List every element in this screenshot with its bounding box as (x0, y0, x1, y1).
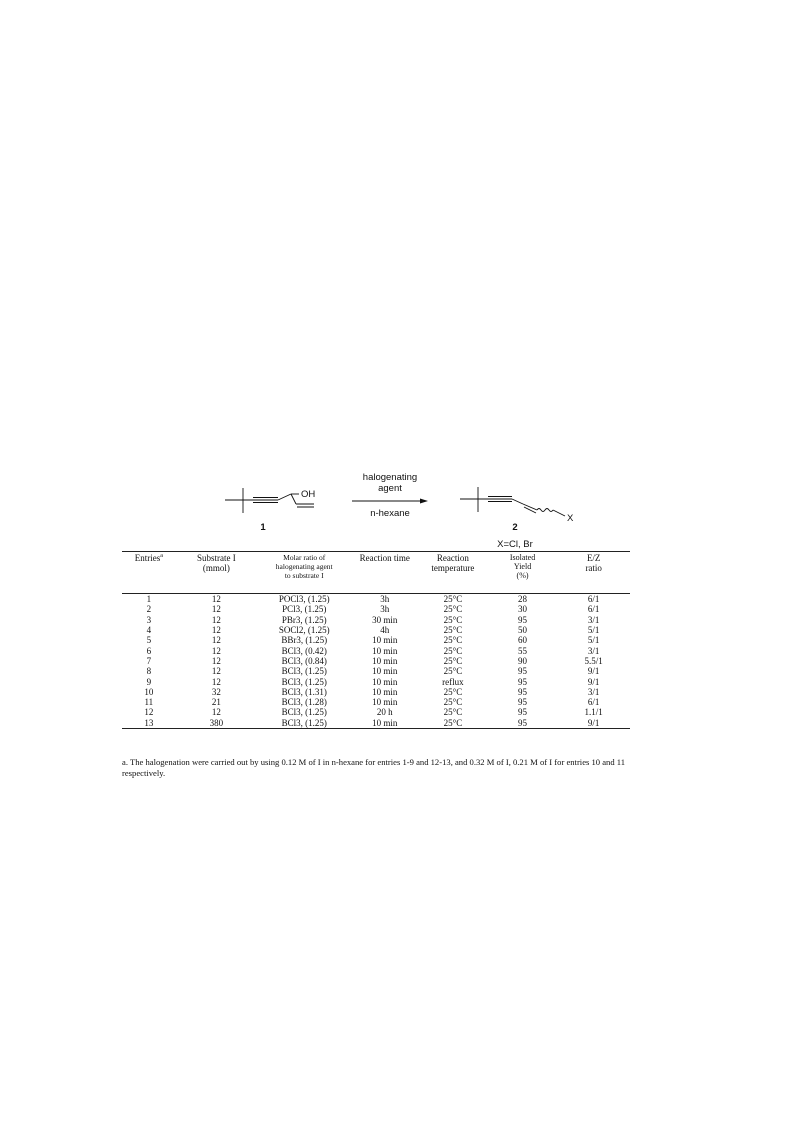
cell-yield: 95 (518, 697, 528, 708)
product-x-label: X (567, 513, 574, 524)
cell-temperature: 25°C (443, 707, 463, 718)
cell-temperature: 25°C (443, 655, 463, 666)
cell-substrate: 12 (211, 604, 221, 615)
cell-temperature: 25°C (443, 697, 463, 708)
cell-time: 10 min (372, 666, 398, 677)
cell-ez: 5/1 (587, 635, 600, 646)
cell-entry: 4 (146, 625, 152, 636)
product-bond-to-alkene (512, 499, 523, 504)
cell-substrate: 12 (211, 676, 221, 687)
table-row (122, 718, 630, 729)
product-note: X=Cl, Br (497, 539, 533, 550)
header-row (122, 552, 630, 594)
cell-agent: BCl3, (1.25) (281, 707, 327, 718)
table-row (122, 666, 630, 676)
cell-entry: 2 (146, 604, 152, 615)
cell-time: 10 min (372, 645, 398, 656)
header-molar-ratio: Molar ratio of halogenating agent to substrate I (257, 552, 351, 594)
cell-agent: BCl3, (0.84) (281, 655, 327, 666)
cell-ez: 1.1/1 (584, 707, 603, 718)
cell-temperature: 25°C (443, 635, 463, 646)
table-row (122, 687, 630, 697)
results-table (122, 551, 630, 729)
cell-time: 30 min (372, 614, 398, 625)
reaction-scheme (215, 470, 595, 552)
cell-substrate: 12 (211, 614, 221, 625)
cell-substrate: 21 (211, 697, 221, 708)
cell-yield: 50 (518, 625, 528, 636)
cell-temperature: 25°C (443, 614, 463, 625)
table-row (122, 656, 630, 666)
header-isolated-yield: Isolated Yield (%) (488, 552, 558, 594)
cell-agent: SOCl2, (1.25) (278, 625, 330, 636)
solvent-label: n-hexane (370, 508, 410, 519)
reagent-label-line2: agent (378, 483, 402, 494)
product-wavy-bond (537, 509, 553, 512)
cell-yield: 60 (518, 635, 528, 646)
cell-time: 10 min (372, 697, 398, 708)
reactant-oh-label: OH (301, 489, 316, 500)
cell-entry: 11 (144, 697, 154, 708)
cell-temperature: 25°C (418, 718, 488, 729)
table-row (122, 645, 630, 655)
table-row (122, 635, 630, 645)
cell-substrate: 32 (211, 686, 221, 697)
product-bond-to-x (553, 510, 565, 516)
cell-substrate: 12 (211, 666, 221, 677)
header-ez-ratio: E/Z ratio (557, 552, 630, 594)
table-row (122, 676, 630, 686)
cell-entry: 9 (146, 676, 152, 687)
cell-ez: 9/1 (587, 666, 600, 677)
cell-ez: 6/1 (587, 594, 600, 605)
cell-time: 10 min (351, 718, 418, 729)
cell-time: 4h (380, 625, 390, 636)
cell-temperature: 25°C (443, 686, 463, 697)
header-substrate: Substrate I (mmol) (176, 552, 257, 594)
table-footnote: a. The halogenation were carried out by using 0.12 M of I in n-hexane for entries 1-9 and 12-13, and 0.32 M of I, 0.21 M of I for entries 10 and 11 respectively. (122, 757, 626, 778)
cell-time: 3h (380, 594, 390, 605)
cell-time: 10 min (372, 655, 398, 666)
cell-temperature: 25°C (443, 594, 463, 605)
cell-temperature: reflux (442, 676, 464, 687)
cell-time: 10 min (372, 635, 398, 646)
cell-agent: BCl3, (1.31) (281, 686, 327, 697)
cell-agent: PBr3, (1.25) (281, 614, 327, 625)
cell-agent: BBr3, (1.25) (281, 635, 328, 646)
reagent-label-line1: halogenating (362, 472, 418, 483)
cell-agent: BCl3, (1.28) (281, 697, 327, 708)
cell-yield: 95 (518, 666, 528, 677)
cell-substrate: 12 (211, 655, 221, 666)
cell-yield: 55 (518, 645, 528, 656)
cell-ez: 3/1 (587, 614, 600, 625)
cell-ez: 5/1 (587, 625, 600, 636)
cell-time: 10 min (372, 686, 398, 697)
cell-ez: 6/1 (587, 697, 600, 708)
cell-ez: 9/1 (557, 718, 630, 729)
cell-entry: 7 (146, 655, 152, 666)
cell-agent: BCl3, (1.25) (257, 718, 351, 729)
reactant-bond-to-vinyl (291, 494, 296, 504)
reactant-bond-to-carbinol (278, 494, 291, 500)
cell-agent: BCl3, (0.42) (281, 645, 327, 656)
cell-entry: 5 (146, 635, 152, 646)
cell-substrate: 12 (211, 594, 221, 605)
cell-agent: POCl3, (1.25) (278, 594, 330, 605)
cell-ez: 9/1 (587, 676, 600, 687)
cell-yield: 95 (488, 718, 558, 729)
cell-substrate: 12 (211, 645, 221, 656)
cell-ez: 3/1 (587, 645, 600, 656)
cell-entry: 13 (122, 718, 176, 729)
cell-entry: 8 (146, 666, 152, 677)
cell-substrate: 12 (211, 625, 221, 636)
header-entries: Entries$^a$ (122, 552, 176, 594)
cell-ez: 5.5/1 (584, 655, 603, 666)
cell-agent: BCl3, (1.25) (281, 676, 327, 687)
table-row (122, 615, 630, 625)
cell-substrate: 12 (211, 635, 221, 646)
product-alkene-double-bond (523, 504, 537, 510)
cell-yield: 90 (518, 655, 528, 666)
reaction-arrowhead (420, 499, 428, 504)
cell-time: 10 min (372, 676, 398, 687)
cell-ez: 6/1 (587, 604, 600, 615)
table-row (122, 594, 630, 605)
cell-entry: 10 (144, 686, 154, 697)
cell-time: 3h (380, 604, 390, 615)
cell-yield: 95 (518, 676, 528, 687)
table-row (122, 625, 630, 635)
cell-temperature: 25°C (443, 666, 463, 677)
cell-substrate: 380 (176, 718, 257, 729)
cell-substrate: 12 (211, 707, 221, 718)
cell-entry: 3 (146, 614, 152, 625)
cell-yield: 28 (518, 594, 528, 605)
cell-yield: 95 (518, 686, 528, 697)
table-row (122, 697, 630, 707)
cell-time: 20 h (376, 707, 393, 718)
compound-2-label: 2 (512, 522, 518, 533)
cell-entry: 12 (144, 707, 154, 718)
cell-temperature: 25°C (443, 604, 463, 615)
cell-ez: 3/1 (587, 686, 600, 697)
cell-entry: 1 (146, 594, 152, 605)
cell-yield: 95 (518, 707, 528, 718)
table-row (122, 604, 630, 614)
cell-temperature: 25°C (443, 625, 463, 636)
cell-temperature: 25°C (443, 645, 463, 656)
table-row (122, 707, 630, 717)
compound-1-label: 1 (260, 522, 266, 533)
header-reaction-temperature: Reaction temperature (418, 552, 488, 594)
cell-entry: 6 (146, 645, 152, 656)
cell-yield: 30 (518, 604, 528, 615)
header-reaction-time: Reaction time (351, 552, 418, 594)
cell-agent: BCl3, (1.25) (281, 666, 327, 677)
cell-agent: PCl3, (1.25) (282, 604, 327, 615)
cell-yield: 95 (518, 614, 528, 625)
